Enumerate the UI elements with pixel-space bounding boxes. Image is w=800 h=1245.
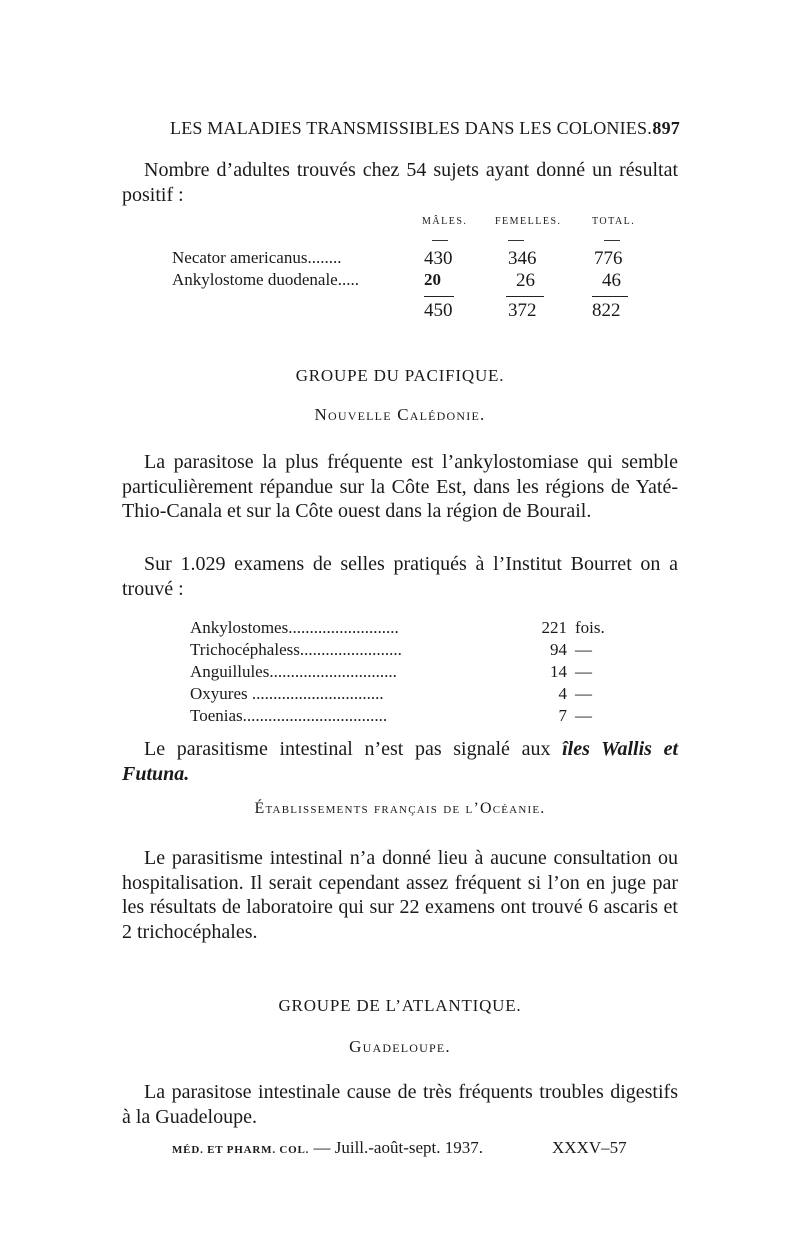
- sum-rule: [592, 296, 628, 297]
- list-label: Toenias..................................: [190, 706, 388, 725]
- paragraph-text: La parasitose la plus fréquente est l’ankylostomiase qui semble particulièrement répandue sur la Côte Est, dans les régions de Yaté-Thio-Canala et sur la Côte ouest dans la région de Bourail.: [122, 451, 678, 522]
- footer-volume: XXXV–57: [552, 1138, 627, 1157]
- cell-femelles: 26: [516, 270, 535, 291]
- list-label: Trichocéphaless........................: [190, 640, 402, 659]
- col-dash: [508, 240, 524, 241]
- col-femelles: FEMELLES.: [495, 216, 562, 227]
- list-label: Anguillules..............................: [190, 662, 397, 681]
- running-title: LES MALADIES TRANSMISSIBLES DANS LES COLONIES.: [170, 118, 652, 138]
- list-value: 7: [558, 706, 567, 725]
- cell-males: 20: [424, 270, 441, 289]
- page-number: 897: [652, 118, 680, 138]
- row-label: Ankylostome duodenale.....: [172, 270, 359, 289]
- paragraph-wallis-futuna: [122, 737, 678, 786]
- subheading-guadeloupe: Guadeloupe.: [349, 1037, 451, 1056]
- total-total: 822: [592, 300, 621, 321]
- paragraph-text: Sur 1.029 examens de selles pratiqués à l’Institut Bourret on a trouvé :: [122, 553, 678, 600]
- subheading-nouvelle-caledonie: Nouvelle Calédonie.: [314, 405, 486, 424]
- row-label: Necator americanus........: [172, 248, 342, 267]
- page-footer: [172, 1138, 632, 1158]
- cell-total: 46: [602, 270, 621, 291]
- list-label: Ankylostomes..........................: [190, 618, 399, 637]
- subheading-oceanie: Établissements français de l’Océanie.: [254, 800, 546, 817]
- total-femelles: 372: [508, 300, 537, 321]
- sum-rule: [506, 296, 544, 297]
- list-unit: —: [575, 662, 592, 681]
- col-dash: [604, 240, 620, 241]
- list-unit: —: [575, 706, 592, 725]
- paragraph-guadeloupe: [122, 1080, 678, 1129]
- col-total: TOTAL.: [592, 216, 636, 227]
- paragraph-caledonie-2: [122, 552, 678, 601]
- total-males: 450: [424, 300, 453, 321]
- list-value: 14: [550, 662, 567, 681]
- list-value: 4: [558, 684, 567, 703]
- cell-total: 776: [594, 248, 623, 269]
- section-heading-pacifique: GROUPE DU PACIFIQUE.: [295, 366, 505, 385]
- paragraph-text: La parasitose intestinale cause de très fréquents troubles digestifs à la Guadeloupe.: [122, 1081, 678, 1128]
- paragraph-text: Le parasitisme intestinal n’est pas signalé aux: [144, 738, 563, 760]
- list-unit: fois.: [575, 618, 605, 637]
- list-value: 94: [550, 640, 567, 659]
- col-males: MÂLES.: [422, 216, 468, 227]
- list-label: Oxyures ...............................: [190, 684, 384, 703]
- cell-femelles: 346: [508, 248, 537, 269]
- paragraph-caledonie-1: [122, 450, 678, 524]
- paragraph-oceanie: [122, 846, 678, 944]
- col-dash: [432, 240, 448, 241]
- list-value: 221: [541, 618, 567, 637]
- intro-paragraph: [122, 158, 678, 207]
- list-unit: —: [575, 684, 592, 703]
- running-head: [170, 118, 680, 139]
- sum-rule: [424, 296, 454, 297]
- cell-males: 430: [424, 248, 453, 269]
- footer-date: — Juill.-août-sept. 1937.: [313, 1138, 483, 1157]
- list-unit: —: [575, 640, 592, 659]
- paragraph-text: Le parasitisme intestinal n’a donné lieu à aucune consultation ou hospitalisation. Il serait cependant assez fréquent si l’on en juge par les résultats de laboratoire qui sur 22 examens ont trouvé 6 ascaris et 2 trichocéphales.: [122, 847, 678, 943]
- section-heading-atlantique: GROUPE DE L’ATLANTIQUE.: [278, 996, 522, 1015]
- intro-text: Nombre d’adultes trouvés chez 54 sujets ayant donné un résultat positif :: [122, 159, 678, 206]
- paragraph-italic: îles Wallis et Futuna.: [122, 738, 679, 785]
- footer-journal: MÉD. ET PHARM. COL.: [172, 1144, 310, 1156]
